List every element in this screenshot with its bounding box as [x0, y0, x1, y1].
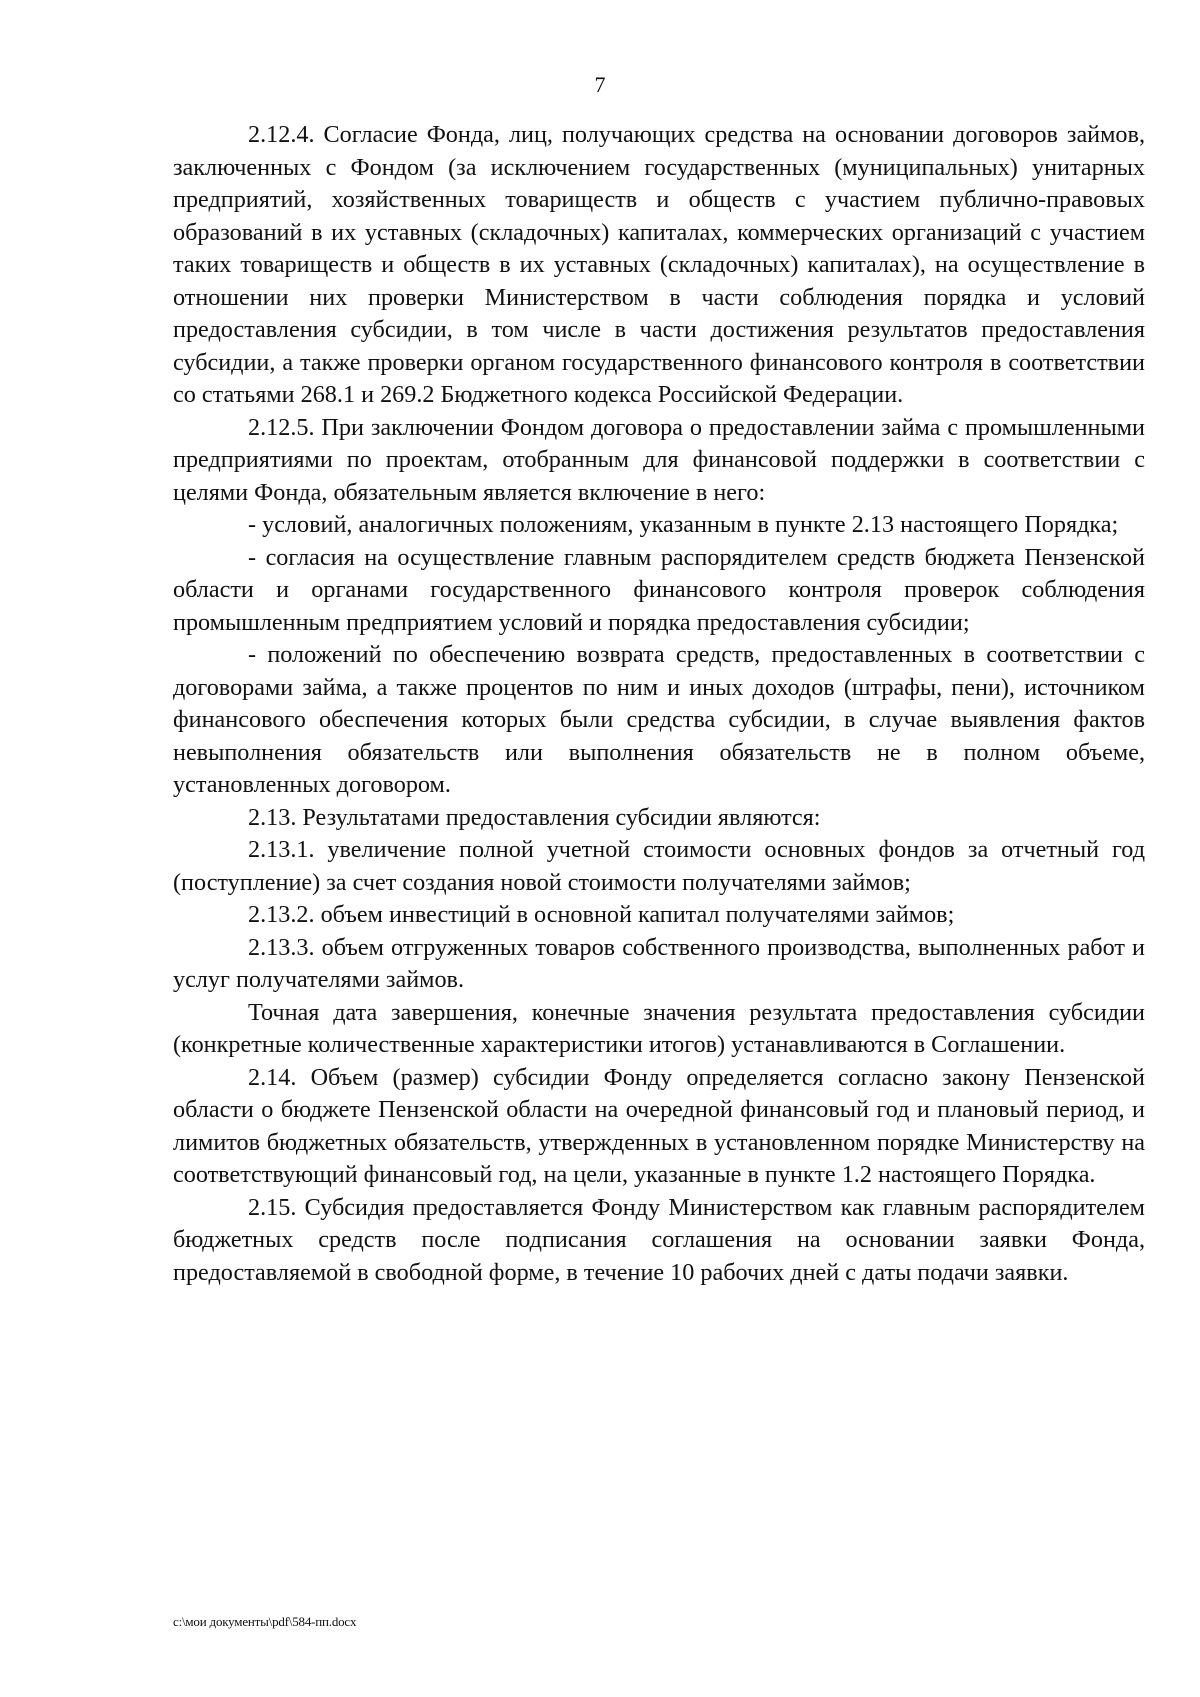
paragraph-2-14: 2.14. Объем (размер) субсидии Фонду определяется согласно закону Пензенской области о бюджете Пензенской области на очередной финансовый год и плановый период, и лимитов бюджетных обязательств, утвержденных в установленном порядке Министерству на соответствующий финансовый год, на цели, указанные в пункте 1.2 настоящего Порядка. [173, 1063, 1145, 1188]
paragraph-2-12-4: 2.12.4. Согласие Фонда, лиц, получающих средства на основании договоров займов, заключенных с Фондом (за исключением государственных (муниципальных) унитарных предприятий, хозяйственных товариществ и обществ с участием публично-правовых образований в их уставных (складочных) капиталах, коммерческих организаций с участием таких товариществ и обществ в их уставных (складочных) капиталах), на осуществление в отношении них проверки Министерством в части соблюдения порядка и условий предоставления субсидии, в том числе в части достижения результатов предоставления субсидии, а также проверки органом государственного финансового контроля в соответствии со статьями 268.1 и 269.2 Бюджетного кодекса Российской Федерации. [173, 121, 1145, 408]
paragraph-2-13-2: 2.13.2. объем инвестиций в основной капитал получателями займов; [248, 901, 955, 928]
paragraph-2-13-1: 2.13.1. увеличение полной учетной стоимости основных фондов за отчетный год (поступление) за счет создания новой стоимости получателями займов; [173, 836, 1145, 896]
footer-file-path: c:\мои документы\pdf\584-пп.docx [173, 1614, 357, 1629]
list-item-provisions: - положений по обеспечению возврата средств, предоставленных в соответствии с договорами займа, а также процентов по ним и иных доходов (штрафы, пени), источником финансового обеспечения которых были средства субсидии, в случае выявления фактов невыполнения обязательств или выполнения обязательств не в полном объеме, установленных договором. [173, 641, 1145, 798]
paragraph-2-13: 2.13. Результатами предоставления субсидии являются: [248, 803, 821, 831]
document-body [173, 119, 1145, 1289]
list-item-conditions: - условий, аналогичных положениям, указанным в пункте 2.13 настоящего Порядка; [248, 511, 1119, 538]
paragraph-exact-date: Точная дата завершения, конечные значения результата предоставления субсидии (конкретные количественные характеристики итогов) устанавливаются в Соглашении. [173, 998, 1145, 1058]
page-number: 7 [594, 72, 606, 97]
list-item-consent: - согласия на осуществление главным распорядителем средств бюджета Пензенской области и органами государственного финансового контроля проверок соблюдения промышленным предприятием условий и порядка предоставления субсидии; [173, 543, 1145, 636]
paragraph-2-12-5: 2.12.5. При заключении Фондом договора о предоставлении займа с промышленными предприятиями по проектам, отобранным для финансовой поддержки в соответствии с целями Фонда, обязательным является включение в него: [173, 413, 1145, 506]
paragraph-2-13-3: 2.13.3. объем отгруженных товаров собственного производства, выполненных работ и услуг получателями займов. [173, 933, 1145, 993]
paragraph-2-15: 2.15. Субсидия предоставляется Фонду Министерством как главным распорядителем бюджетных средств после подписания соглашения на основании заявки Фонда, предоставляемой в свободной форме, в течение 10 рабочих дней с даты подачи заявки. [173, 1193, 1145, 1286]
